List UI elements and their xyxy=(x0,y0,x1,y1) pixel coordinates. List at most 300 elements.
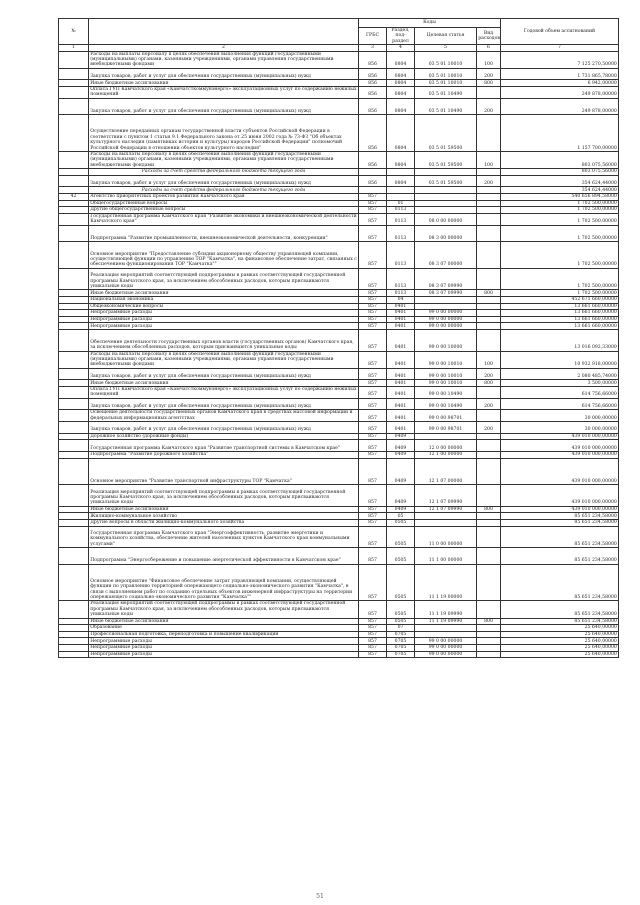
cell-grbs: 857 xyxy=(359,316,387,323)
table-row xyxy=(59,651,619,658)
cell-name: Подпрограмма "Энергосбережение и повышение энергетической эффективности в Камчатском крае" xyxy=(89,548,359,565)
table-row xyxy=(59,213,619,225)
cell-vr: 800 xyxy=(477,506,501,513)
cell-razdel: 0409 xyxy=(387,451,415,458)
cell-num xyxy=(59,87,89,99)
cell-sum: 1 731 865,78000 xyxy=(501,68,619,80)
cell-vr xyxy=(477,187,501,194)
cell-csr: 12 1 07 09990 xyxy=(415,485,477,507)
cell-razdel: 04 xyxy=(387,297,415,304)
cell-sum: 452 671 660,00000 xyxy=(501,297,619,304)
cell-vr xyxy=(477,513,501,520)
cell-csr: 99 0 00 10010 xyxy=(415,380,477,387)
cell-grbs xyxy=(359,187,387,194)
cell-vr: 200 xyxy=(477,368,501,380)
cell-grbs: 856 xyxy=(359,80,387,87)
cell-vr: 200 xyxy=(477,68,501,80)
table-row xyxy=(59,638,619,645)
cell-num xyxy=(59,213,89,225)
cell-razdel: 0401 xyxy=(387,410,415,422)
cell-grbs: 856 xyxy=(359,68,387,80)
cell-num xyxy=(59,451,89,458)
cell-name: Расходы за счет средств федерального бюджета текущего года xyxy=(89,187,359,194)
table-row xyxy=(59,564,619,601)
cell-grbs: 857 xyxy=(359,268,387,290)
table-row xyxy=(59,644,619,651)
cell-num xyxy=(59,268,89,290)
cell-name: Непрограммные расходы xyxy=(89,638,359,645)
cell-csr: 03 5 01 10490 xyxy=(415,98,477,115)
cell-razdel: 0401 xyxy=(387,310,415,317)
table-row xyxy=(59,625,619,632)
cell-grbs: 857 xyxy=(359,310,387,317)
cell-sum: 614 756,66000 xyxy=(501,386,619,398)
cell-num xyxy=(59,625,89,632)
cell-grbs: 857 xyxy=(359,194,387,201)
cell-vr: 800 xyxy=(477,618,501,625)
cell-sum: 85 651 234,58000 xyxy=(501,601,619,618)
table-row xyxy=(59,290,619,297)
cell-num xyxy=(59,225,89,242)
cell-grbs: 856 xyxy=(359,87,387,99)
cell-csr: 12 1 07 09990 xyxy=(415,506,477,513)
table-row xyxy=(59,410,619,422)
cell-name: Расходы на выплаты персоналу в целях обеспечения выполнения функций государственными (муниципальными) органами, казенными учреждениями, органами управления государственными внебюджетными фондами xyxy=(89,351,359,368)
cell-num xyxy=(59,651,89,658)
cell-num xyxy=(59,564,89,601)
cell-sum: 25 640,00000 xyxy=(501,631,619,638)
table-row xyxy=(59,152,619,169)
table-row xyxy=(59,548,619,565)
cell-sum: 354 624,44000 xyxy=(501,187,619,194)
cell-csr xyxy=(415,519,477,526)
cell-vr: 200 xyxy=(477,422,501,434)
cell-vr xyxy=(477,440,501,452)
table-row xyxy=(59,68,619,80)
cell-csr: 11 0 00 00000 xyxy=(415,526,477,548)
cell-grbs: 857 xyxy=(359,207,387,214)
cell-num xyxy=(59,207,89,214)
table-row xyxy=(59,513,619,520)
cell-grbs: 857 xyxy=(359,422,387,434)
cell-vr xyxy=(477,225,501,242)
col-num: 6 xyxy=(477,45,501,51)
cell-sum: 13 661 660,00000 xyxy=(501,323,619,330)
cell-num xyxy=(59,601,89,618)
vr-header: Вид расходов xyxy=(477,28,501,45)
budget-sheet xyxy=(58,18,618,658)
cell-csr: 08 3 07 09990 xyxy=(415,268,477,290)
cell-grbs: 857 xyxy=(359,368,387,380)
cell-sum: 439 010 000,00000 xyxy=(501,506,619,513)
cell-csr: 03 5 01 59500 xyxy=(415,115,477,152)
cell-csr: 11 1 19 00000 xyxy=(415,564,477,601)
cell-sum: 439 010 000,00000 xyxy=(501,458,619,485)
col-num: 2 xyxy=(89,45,359,51)
table-row xyxy=(59,316,619,323)
cell-sum: 614 756,66000 xyxy=(501,398,619,410)
cell-razdel: 0705 xyxy=(387,638,415,645)
cell-sum: 25 640,00000 xyxy=(501,644,619,651)
table-row xyxy=(59,519,619,526)
cell-num xyxy=(59,638,89,645)
cell-sum: 249 878,00000 xyxy=(501,98,619,115)
cell-name: Основное мероприятие "Развитие транспортной инфраструктуры ТОР "Камчатка" xyxy=(89,458,359,485)
cell-name: Иные бюджетные ассигнования xyxy=(89,80,359,87)
cell-csr xyxy=(415,200,477,207)
cell-razdel: 0113 xyxy=(387,207,415,214)
cell-razdel: 0401 xyxy=(387,422,415,434)
table-row xyxy=(59,187,619,194)
cell-grbs: 857 xyxy=(359,638,387,645)
cell-num xyxy=(59,631,89,638)
cell-sum: 6 942,00000 xyxy=(501,80,619,87)
cell-name: Закупка товаров, работ и услуг для обеспечения государственных (муниципальных) нужд xyxy=(89,175,359,187)
table-row xyxy=(59,169,619,176)
cell-razdel: 0505 xyxy=(387,601,415,618)
cell-grbs: 857 xyxy=(359,398,387,410)
cell-vr xyxy=(477,458,501,485)
cell-razdel: 0401 xyxy=(387,386,415,398)
cell-vr xyxy=(477,601,501,618)
cell-name: Реализация мероприятий соответствующей подпрограммы в рамках соответствующей государственной программы Камчатского края, за исключением обособленных расходов, которым присваиваются уникальные коды xyxy=(89,485,359,507)
cell-name: Непрограммные расходы xyxy=(89,316,359,323)
cell-razdel: 0401 xyxy=(387,351,415,368)
cell-name: Расходы за счет средств федерального бюджета текущего года xyxy=(89,169,359,176)
cell-razdel xyxy=(387,194,415,201)
col-num: 5 xyxy=(415,45,477,51)
cell-sum: 439 010 000,00000 xyxy=(501,440,619,452)
cell-num xyxy=(59,386,89,398)
cell-name: Основное мероприятие "Финансовое обеспечение затрат управляющей компании, осуществляющей функции по управлению территорией опережающего социально-экономического развития "Камчатка", в связи с выполнением работ по созданию отдельных объектов инженерной инфраструктуры на территории опережающего социально-экономического развития "Камчатка"" xyxy=(89,564,359,601)
cell-sum: 10 932 918,00000 xyxy=(501,351,619,368)
cell-sum: 439 010 000,00000 xyxy=(501,451,619,458)
cell-razdel: 0409 xyxy=(387,433,415,440)
csr-header: Целевая статья xyxy=(415,28,477,45)
cell-vr xyxy=(477,451,501,458)
cell-vr xyxy=(477,485,501,507)
cell-csr xyxy=(415,625,477,632)
cell-name: Государственная программа Камчатского края "Развитие экономики и внешнеэкономической деятельности Камчатского края" xyxy=(90,213,357,225)
cell-num xyxy=(59,351,89,368)
cell-razdel: 0401 xyxy=(387,323,415,330)
cell-razdel: 0705 xyxy=(387,644,415,651)
cell-csr xyxy=(415,169,477,176)
table-row xyxy=(59,618,619,625)
cell-razdel: 0804 xyxy=(387,152,415,169)
cell-name: Закупка товаров, работ и услуг для обеспечения государственных (муниципальных) нужд xyxy=(89,98,359,115)
cell-vr xyxy=(477,213,501,225)
cell-num xyxy=(59,303,89,310)
cell-grbs: 857 xyxy=(359,242,387,269)
cell-sum: 85 651 234,58000 xyxy=(501,519,619,526)
cell-name: Подпрограмма "Развитие промышленности, внешнеэкономической деятельности, конкуренции" xyxy=(89,225,359,242)
cell-razdel: 0705 xyxy=(387,651,415,658)
sum-header: Годовой объем ассигнований xyxy=(501,19,619,45)
cell-num xyxy=(59,323,89,330)
cell-csr: 11 1 19 09990 xyxy=(415,618,477,625)
cell-num xyxy=(59,513,89,520)
col-num: 3 xyxy=(359,45,387,51)
cell-grbs: 857 xyxy=(359,631,387,638)
cell-sum: 354 624,44000 xyxy=(501,175,619,187)
cell-num xyxy=(59,187,89,194)
col-num: 4 xyxy=(387,45,415,51)
cell-grbs: 856 xyxy=(359,51,387,68)
cell-name: Оплата ГУП Камчатского края «Камчатсткоммунэнерго» эксплуатационных услуг по содержанию нежилых помещений xyxy=(90,87,357,98)
cell-vr: 800 xyxy=(477,290,501,297)
cell-num xyxy=(59,242,89,269)
cell-name: Иные бюджетные ассигнования xyxy=(89,290,359,297)
cell-sum: 13 016 092,33000 xyxy=(501,329,619,351)
cell-csr: 12 1 00 00000 xyxy=(415,451,477,458)
cell-csr: 03 5 01 10010 xyxy=(415,51,477,68)
cell-vr: 100 xyxy=(477,152,501,169)
cell-razdel: 0401 xyxy=(387,398,415,410)
cell-sum: 13 661 660,00000 xyxy=(501,316,619,323)
cell-vr: 200 xyxy=(477,98,501,115)
cell-grbs: 857 xyxy=(359,440,387,452)
cell-grbs: 857 xyxy=(359,625,387,632)
cell-grbs: 857 xyxy=(359,519,387,526)
table-row xyxy=(59,433,619,440)
cell-razdel: 0401 xyxy=(387,368,415,380)
table-row xyxy=(59,194,619,201)
cell-grbs: 856 xyxy=(359,152,387,169)
cell-sum: 249 878,00000 xyxy=(501,87,619,99)
cell-vr xyxy=(477,169,501,176)
table-row xyxy=(59,115,619,152)
cell-num xyxy=(59,548,89,565)
cell-csr: 99 0 00 00000 xyxy=(415,323,477,330)
cell-vr xyxy=(477,316,501,323)
cell-num xyxy=(59,297,89,304)
table-row xyxy=(59,631,619,638)
cell-razdel: 05 xyxy=(387,513,415,520)
cell-num xyxy=(59,169,89,176)
codes-header: Коды xyxy=(359,19,501,28)
cell-num xyxy=(59,506,89,513)
cell-vr xyxy=(477,303,501,310)
cell-csr: 03 5 01 59500 xyxy=(415,175,477,187)
cell-csr: 99 0 00 10000 xyxy=(415,329,477,351)
cell-name: Осуществление переданных органам государственной власти субъектов Российской Федерации в соответствии с пунктом 1 статьи 9.1 Федерального закона от 25 июня 2002 года № 73-ФЗ "Об объектах культурного наследия (памятниках истории и культуры) народов Российской Федерации" полномочий Российской Федерации в отношении объектов культурного наследия" xyxy=(89,115,359,152)
col-num: 1 xyxy=(59,45,89,51)
cell-name: Иные бюджетные ассигнования xyxy=(89,618,359,625)
cell-razdel xyxy=(387,187,415,194)
cell-vr: 200 xyxy=(477,175,501,187)
cell-sum: 85 651 234,58000 xyxy=(501,618,619,625)
table-row xyxy=(59,329,619,351)
cell-razdel: 0113 xyxy=(387,242,415,269)
cell-name: Закупка товаров, работ и услуг для обеспечения государственных (муниципальных) нужд xyxy=(89,368,359,380)
cell-vr xyxy=(477,87,501,99)
cell-razdel: 0409 xyxy=(387,458,415,485)
cell-grbs: 857 xyxy=(359,513,387,520)
cell-csr: 12 1 07 00000 xyxy=(415,458,477,485)
cell-razdel: 0505 xyxy=(387,548,415,565)
cell-csr: 03 5 01 59500 xyxy=(415,152,477,169)
cell-grbs: 857 xyxy=(359,451,387,458)
cell-sum: 540 656 894,58000 xyxy=(501,194,619,201)
table-row xyxy=(59,200,619,207)
table-row xyxy=(59,422,619,434)
table-body xyxy=(59,51,619,657)
cell-num xyxy=(59,398,89,410)
cell-sum: 13 661 660,00000 xyxy=(501,303,619,310)
cell-grbs: 857 xyxy=(359,323,387,330)
cell-csr: 99 0 00 10010 xyxy=(415,368,477,380)
cell-num xyxy=(59,175,89,187)
cell-sum: 1 702 500,00000 xyxy=(501,213,619,225)
table-row xyxy=(59,368,619,380)
cell-name: Реализация мероприятий соответствующей подпрограммы в рамках соответствующей государственной программы Камчатского края, за исключением обособленных расходов, которым присваиваются уникальные коды xyxy=(89,601,359,618)
cell-grbs: 857 xyxy=(359,644,387,651)
cell-vr xyxy=(477,433,501,440)
cell-num xyxy=(59,422,89,434)
cell-name: Реализация мероприятий соответствующей подпрограммы в рамках соответствующей государственной программы Камчатского края, за исключением обособленных расходов, которым присваиваются уникальные коды xyxy=(89,268,359,290)
cell-csr: 03 5 01 10490 xyxy=(415,87,477,99)
cell-csr: 12 0 00 00000 xyxy=(415,440,477,452)
cell-vr xyxy=(477,564,501,601)
cell-num xyxy=(59,310,89,317)
cell-csr: 08 3 00 00000 xyxy=(415,225,477,242)
cell-vr xyxy=(477,297,501,304)
cell-razdel: 0505 xyxy=(387,618,415,625)
cell-name: Непрограммные расходы xyxy=(89,310,359,317)
col-num: 7 xyxy=(501,45,619,51)
num-header: № xyxy=(59,19,89,45)
cell-sum: 803 075,56000 xyxy=(501,152,619,169)
cell-grbs: 857 xyxy=(359,618,387,625)
cell-vr xyxy=(477,625,501,632)
cell-num xyxy=(59,200,89,207)
cell-razdel: 0401 xyxy=(387,329,415,351)
cell-vr xyxy=(477,323,501,330)
cell-num xyxy=(59,152,89,169)
razdel-header: Раздел, под-раздел xyxy=(387,28,415,45)
cell-vr xyxy=(477,519,501,526)
cell-vr: 100 xyxy=(477,51,501,68)
table-row xyxy=(59,458,619,485)
cell-name: Обеспечение деятельности государственных органов власти (государственных органов) Камчатского края, за исключением обособленных расходов, которым присваиваются уникальные коды xyxy=(89,329,359,351)
table-row xyxy=(59,242,619,269)
cell-sum: 85 651 234,58000 xyxy=(501,564,619,601)
cell-name: Национальная экономика xyxy=(89,297,359,304)
cell-name: Закупка товаров, работ и услуг для обеспечения государственных (муниципальных) нужд xyxy=(89,398,359,410)
cell-sum: 1 702 500,00000 xyxy=(501,268,619,290)
cell-sum: 1 702 500,00000 xyxy=(501,207,619,214)
cell-vr: 200 xyxy=(477,398,501,410)
cell-vr xyxy=(477,651,501,658)
cell-sum: 13 661 660,00000 xyxy=(501,310,619,317)
cell-razdel: 0113 xyxy=(387,225,415,242)
cell-csr: 99 0 00 00000 xyxy=(415,651,477,658)
cell-vr xyxy=(477,200,501,207)
cell-name: Государственная программа Камчатского края "Энергоэффективность, развитие энергетики и коммунального хозяйства, обеспечение жителей населенных пунктов Камчатского края коммунальными услугами" xyxy=(89,526,359,548)
table-row xyxy=(59,386,619,398)
table-header xyxy=(59,19,619,52)
cell-razdel: 0804 xyxy=(387,87,415,99)
cell-vr xyxy=(477,115,501,152)
table-row xyxy=(59,51,619,68)
grbs-header: ГРБС xyxy=(359,28,387,45)
cell-sum: 1 702 500,00000 xyxy=(501,200,619,207)
cell-grbs: 857 xyxy=(359,351,387,368)
cell-razdel: 0804 xyxy=(387,175,415,187)
cell-csr xyxy=(415,631,477,638)
cell-name: Иные бюджетные ассигнования xyxy=(89,380,359,387)
cell-vr xyxy=(477,526,501,548)
cell-grbs: 857 xyxy=(359,506,387,513)
cell-grbs: 857 xyxy=(359,601,387,618)
cell-num xyxy=(59,368,89,380)
cell-sum: 1 157 700,00000 xyxy=(501,115,619,152)
cell-csr xyxy=(415,433,477,440)
cell-csr: 99 0 00 98701 xyxy=(415,422,477,434)
cell-sum: 7 125 270,50000 xyxy=(501,51,619,68)
cell-grbs: 857 xyxy=(359,433,387,440)
cell-razdel: 0804 xyxy=(387,68,415,80)
cell-name: Непрограммные расходы xyxy=(89,644,359,651)
cell-csr xyxy=(415,303,477,310)
cell-sum: 30 000,00000 xyxy=(501,422,619,434)
cell-num xyxy=(59,80,89,87)
cell-razdel: 0804 xyxy=(387,115,415,152)
cell-name: Профессиональная подготовка, переподготовка и повышение квалификации xyxy=(89,631,359,638)
cell-razdel: 0401 xyxy=(387,303,415,310)
cell-razdel: 0804 xyxy=(387,51,415,68)
cell-grbs: 857 xyxy=(359,380,387,387)
cell-name: Оплата ГУП Камчатского края «Камчатсткоммунэнерго» эксплуатационных услуг по содержанию нежилых помещений xyxy=(90,386,357,398)
cell-num xyxy=(59,380,89,387)
cell-razdel: 0113 xyxy=(387,290,415,297)
cell-csr: 99 0 00 00000 xyxy=(415,316,477,323)
cell-csr: 99 0 00 00000 xyxy=(415,644,477,651)
cell-sum: 2 080 485,74000 xyxy=(501,368,619,380)
name-header xyxy=(89,19,359,45)
table-row xyxy=(59,351,619,368)
cell-sum: 439 010 000,00000 xyxy=(501,433,619,440)
cell-csr: 99 0 00 98701 xyxy=(415,410,477,422)
table-row xyxy=(59,380,619,387)
budget-table xyxy=(58,18,619,658)
cell-sum: 25 640,00000 xyxy=(501,638,619,645)
cell-num xyxy=(59,433,89,440)
cell-num xyxy=(59,458,89,485)
cell-grbs: 857 xyxy=(359,651,387,658)
cell-csr: 03 5 01 10010 xyxy=(415,80,477,87)
cell-vr xyxy=(477,638,501,645)
cell-sum: 85 651 234,58000 xyxy=(501,513,619,520)
table-row xyxy=(59,485,619,507)
cell-name: Агентство приоритетных проектов развития Камчатского края xyxy=(89,194,359,201)
table-row xyxy=(59,303,619,310)
cell-vr xyxy=(477,410,501,422)
cell-csr xyxy=(415,194,477,201)
cell-num xyxy=(59,618,89,625)
cell-csr: 99 0 00 10490 xyxy=(415,386,477,398)
cell-vr xyxy=(477,386,501,398)
cell-grbs: 856 xyxy=(359,115,387,152)
table-row xyxy=(59,80,619,87)
cell-grbs: 857 xyxy=(359,290,387,297)
cell-sum: 439 010 000,00000 xyxy=(501,485,619,507)
cell-grbs: 857 xyxy=(359,386,387,398)
cell-name: Иные бюджетные ассигнования xyxy=(89,506,359,513)
cell-grbs: 857 xyxy=(359,548,387,565)
cell-razdel: 0804 xyxy=(387,98,415,115)
